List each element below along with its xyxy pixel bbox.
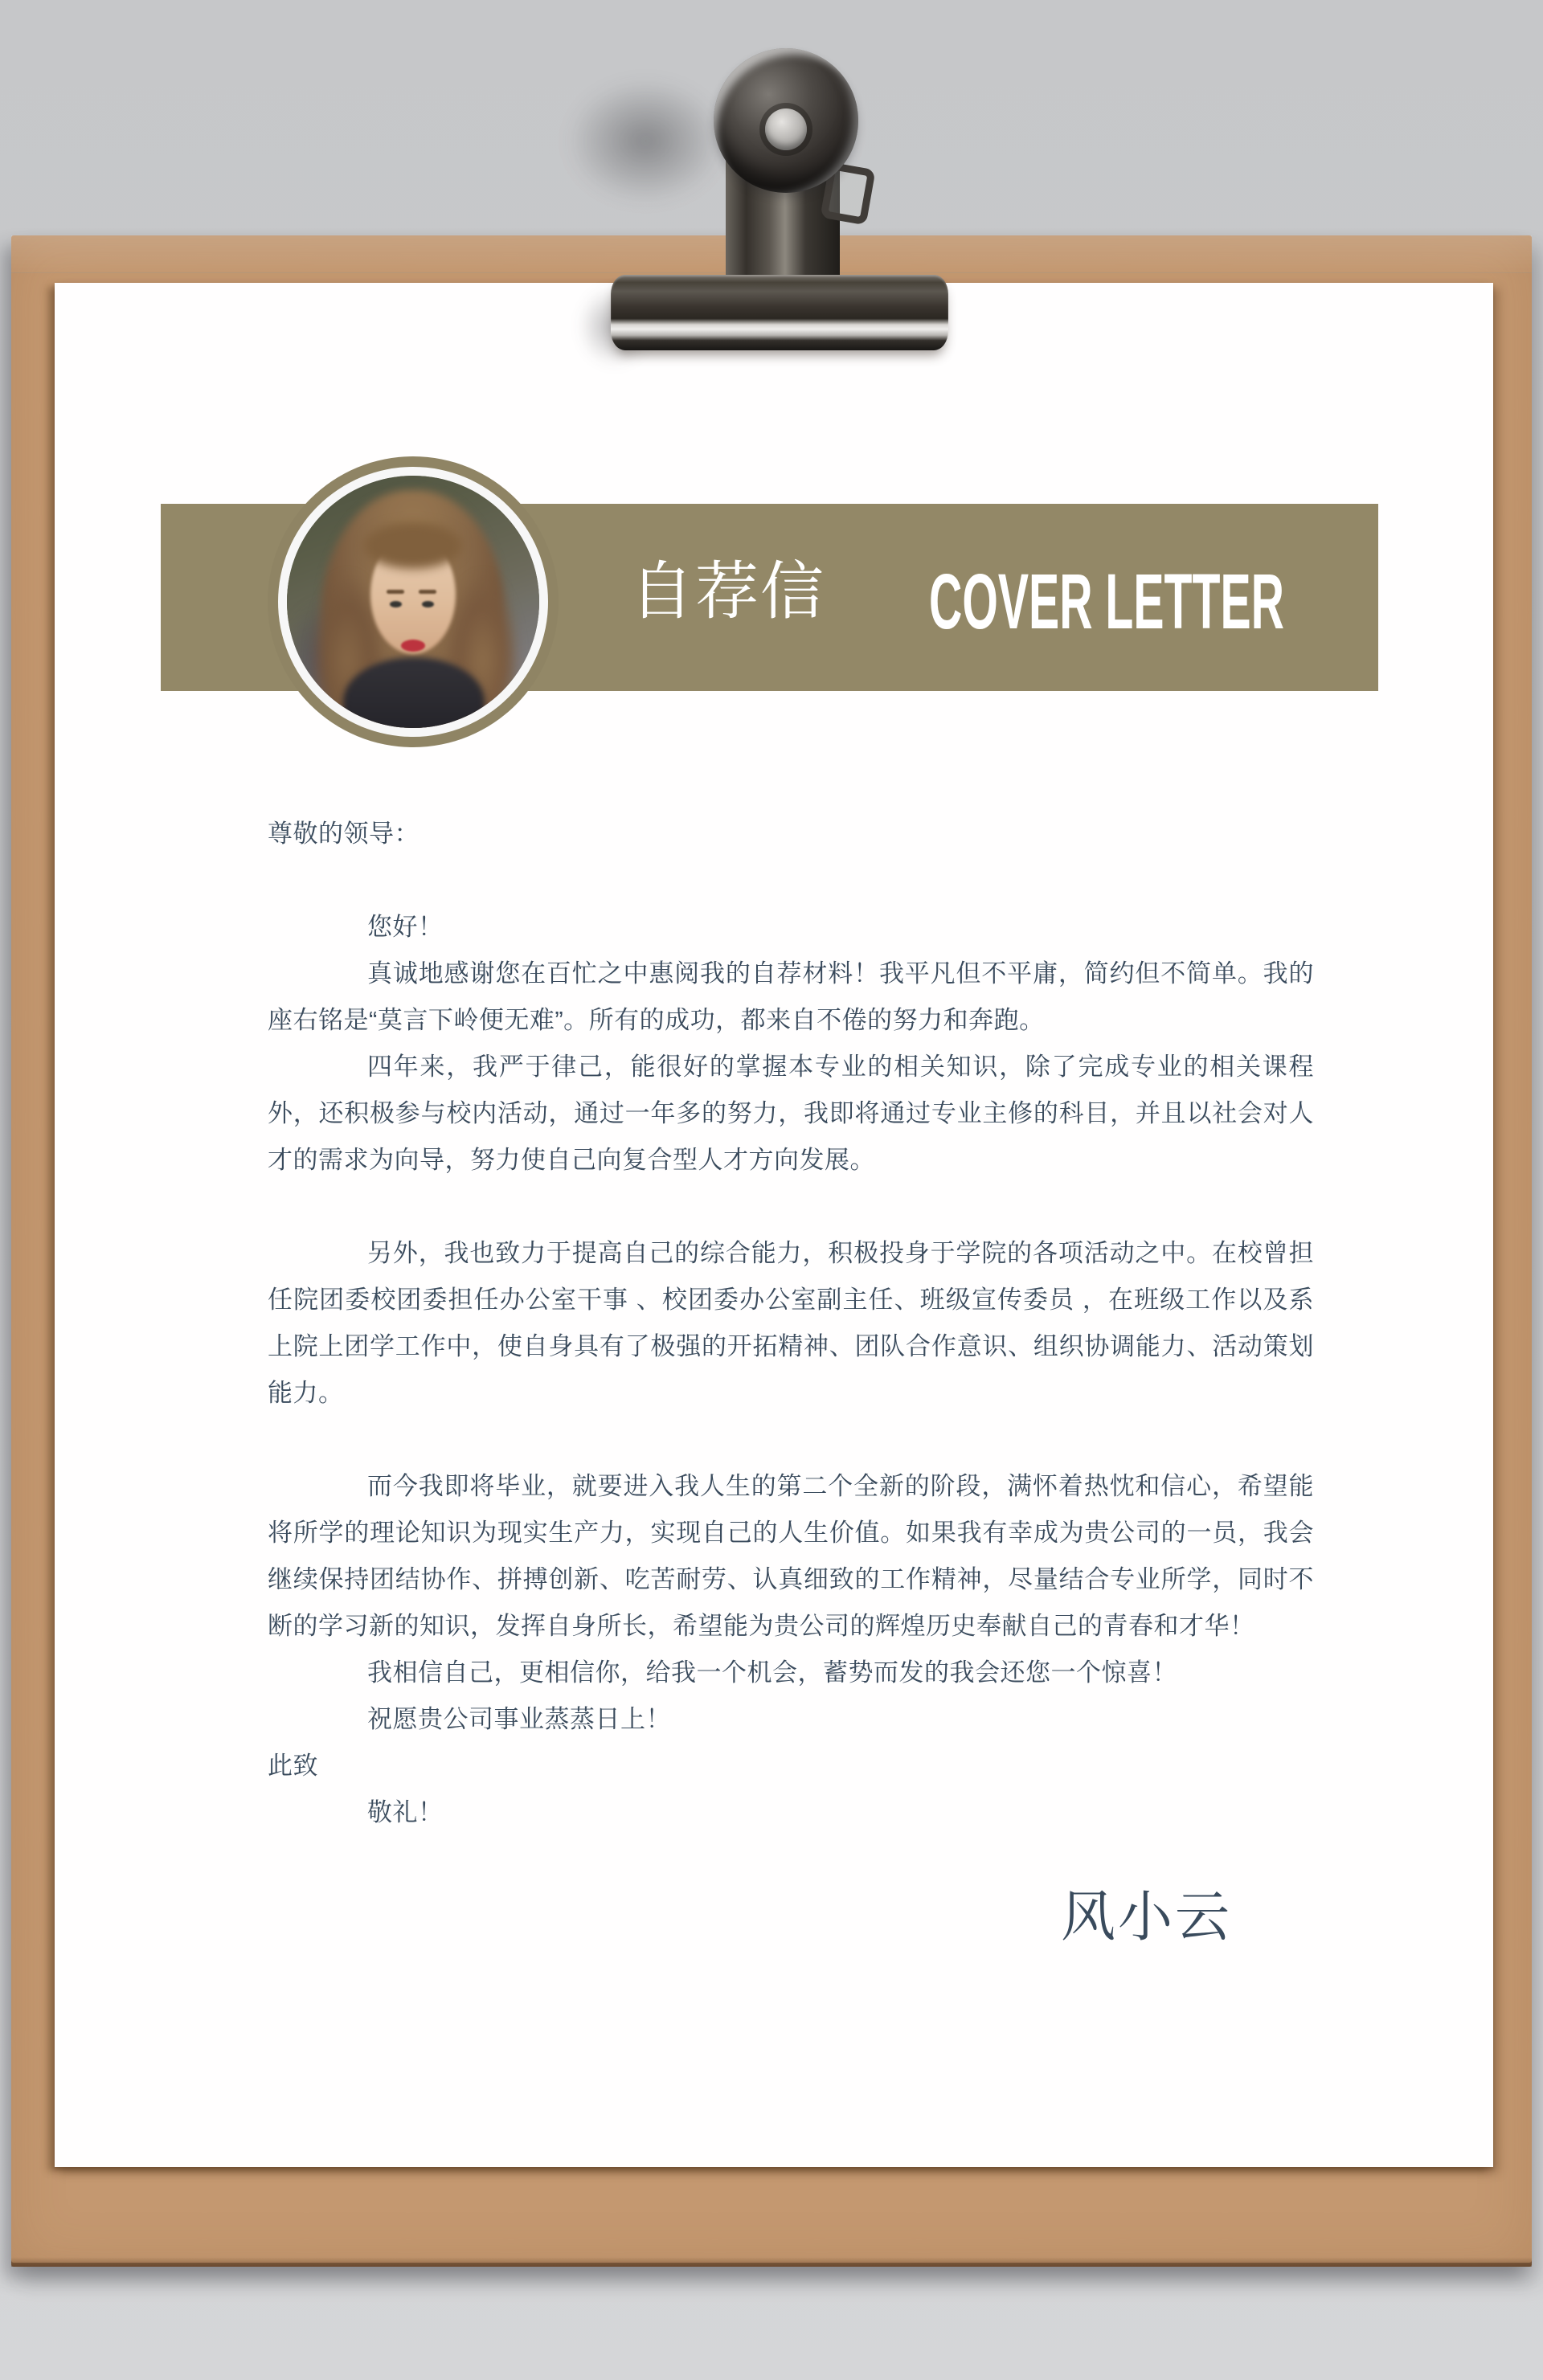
- photo-eyebrow-right: [419, 590, 436, 594]
- page-title-english: COVER LETTER: [929, 558, 1284, 645]
- profile-photo: [287, 476, 539, 728]
- letter-body: [268, 811, 1314, 1836]
- paragraph-thanks: 真诚地感谢您在百忙之中惠阅我的自荐材料！我平凡但不平庸，简约但不简单。我的座右铭是“莫言下岭便无难”。所有的成功，都来自不倦的努力和奔跑。: [268, 959, 1314, 1034]
- photo-lips: [401, 640, 425, 652]
- photo-eye-left: [390, 601, 402, 607]
- avatar: [268, 456, 559, 747]
- paragraph-wish: 祝愿贵公司事业蒸蒸日上！: [367, 1705, 671, 1733]
- photo-hair-fringe: [364, 522, 462, 569]
- photo-eyebrow-left: [387, 590, 404, 594]
- page-title-chinese: 自荐信: [630, 555, 825, 627]
- binder-clip-bar: [611, 275, 948, 350]
- closing-cizhi: 此致: [268, 1752, 318, 1780]
- binder-clip-hole: [765, 108, 807, 150]
- clip-shadow: [567, 79, 724, 203]
- paragraph-greeting: 您好！: [367, 913, 444, 941]
- paragraph-confidence: 我相信自己，更相信你，给我一个机会，蓄势而发的我会还您一个惊喜！: [367, 1658, 1177, 1687]
- photo-eye-right: [422, 601, 434, 607]
- binder-clip-coil: [714, 48, 858, 193]
- closing-jingli: 敬礼！: [367, 1798, 444, 1826]
- paragraph-activities: 另外，我也致力于提高自己的综合能力，积极投身于学院的各项活动之中。在校曾担任院团委校团委担任办公室干事 、校团委办公室副主任、班级宣传委员 ，在班级工作以及系上院上团学工作中，使自身具有了极强的开拓精神、团队合作意识、组织协调能力、活动策划能力。: [268, 1239, 1314, 1407]
- paragraph-study: 四年来，我严于律己，能很好的掌握本专业的相关知识，除了完成专业的相关课程外，还积极参与校内活动，通过一年多的努力，我即将通过专业主修的科目，并且以社会对人才的需求为向导，努力使自己向复合型人才方向发展。: [268, 1053, 1314, 1174]
- salutation: 尊敬的领导：: [268, 820, 420, 848]
- signature-name: 风小云: [1061, 1887, 1233, 1948]
- paragraph-graduation: 而今我即将毕业，就要进入我人生的第二个全新的阶段，满怀着热忱和信心，希望能将所学的理论知识为现实生产力，实现自己的人生价值。如果我有幸成为贵公司的一员，我会继续保持团结协作、拼搏创新、吃苦耐劳、认真细致的工作精神，尽量结合专业所学，同时不断的学习新的知识，发挥自身所长，希望能为贵公司的辉煌历史奉献自己的青春和才华！: [268, 1472, 1314, 1640]
